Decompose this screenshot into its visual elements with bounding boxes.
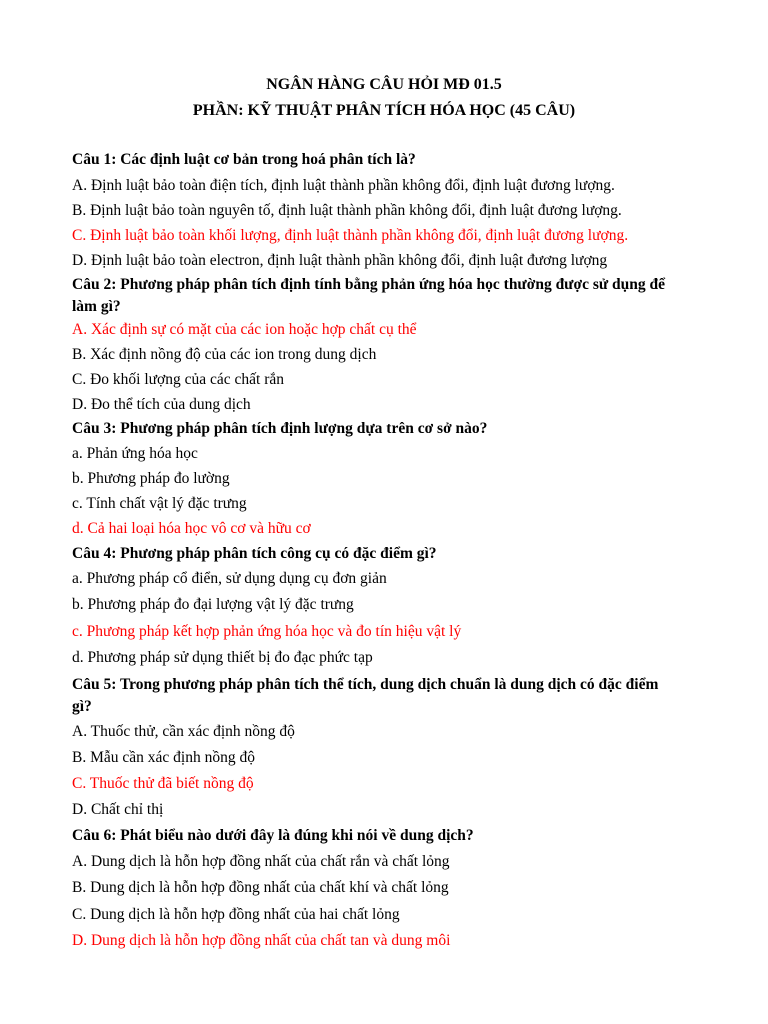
q5-option-c-correct: C. Thuốc thử đã biết nồng độ	[72, 775, 254, 792]
question-3: Câu 3: Phương pháp phân tích định lượng dựa trên cơ sở nào?	[72, 420, 488, 437]
q6-option-b: B. Dung dịch là hỗn hợp đồng nhất của chất khí và chất lỏng	[72, 879, 449, 896]
q1-option-b: B. Định luật bảo toàn nguyên tố, định luật thành phần không đổi, định luật đương lượng.	[72, 202, 622, 219]
q3-option-c: c. Tính chất vật lý đặc trưng	[72, 495, 247, 512]
document-title: NGÂN HÀNG CÂU HỎI MĐ 01.5	[266, 76, 502, 93]
question-1: Câu 1: Các định luật cơ bản trong hoá phân tích là?	[72, 151, 416, 168]
q2-option-d: D. Đo thể tích của dung dịch	[72, 396, 251, 413]
q4-option-d: d. Phương pháp sử dụng thiết bị đo đạc phức tạp	[72, 649, 373, 666]
q5-option-d: D. Chất chỉ thị	[72, 801, 164, 818]
q6-option-a: A. Dung dịch là hỗn hợp đồng nhất của chất rắn và chất lỏng	[72, 853, 450, 870]
question-5-cont: gì?	[72, 698, 92, 715]
q4-option-a: a. Phương pháp cổ điển, sử dụng dụng cụ đơn giản	[72, 570, 387, 587]
q1-option-c-correct: C. Định luật bảo toàn khối lượng, định luật thành phần không đổi, định luật đương lượng.	[72, 227, 629, 244]
q3-option-a: a. Phản ứng hóa học	[72, 445, 198, 462]
q2-option-a-correct: A. Xác định sự có mặt của các ion hoặc hợp chất cụ thể	[72, 321, 417, 338]
question-6: Câu 6: Phát biểu nào dưới đây là đúng khi nói về dung dịch?	[72, 827, 474, 844]
q5-option-b: B. Mẫu cần xác định nồng độ	[72, 749, 255, 766]
q3-option-b: b. Phương pháp đo lường	[72, 470, 230, 487]
q4-option-c-correct: c. Phương pháp kết hợp phản ứng hóa học và đo tín hiệu vật lý	[72, 623, 462, 640]
question-4: Câu 4: Phương pháp phân tích công cụ có đặc điểm gì?	[72, 545, 437, 562]
q5-option-a: A. Thuốc thử, cần xác định nồng độ	[72, 723, 295, 740]
q2-option-b: B. Xác định nồng độ của các ion trong dung dịch	[72, 346, 377, 363]
question-5: Câu 5: Trong phương pháp phân tích thể tích, dung dịch chuẩn là dung dịch có đặc điểm	[72, 676, 659, 693]
q4-option-b: b. Phương pháp đo đại lượng vật lý đặc trưng	[72, 596, 354, 613]
q3-option-d-correct: d. Cả hai loại hóa học vô cơ và hữu cơ	[72, 520, 311, 537]
q1-option-d: D. Định luật bảo toàn electron, định luật thành phần không đổi, định luật đương lượng	[72, 252, 608, 269]
q2-option-c: C. Đo khối lượng của các chất rắn	[72, 371, 284, 388]
q6-option-d-correct: D. Dung dịch là hỗn hợp đồng nhất của chất tan và dung môi	[72, 932, 451, 949]
question-2-cont: làm gì?	[72, 298, 121, 315]
document-subtitle: PHẦN: KỸ THUẬT PHÂN TÍCH HÓA HỌC (45 CÂU)	[192, 102, 576, 119]
q1-option-a: A. Định luật bảo toàn điện tích, định luật thành phần không đổi, định luật đương lượng.	[72, 177, 615, 194]
question-2: Câu 2: Phương pháp phân tích định tính bằng phản ứng hóa học thường được sử dụng để	[72, 276, 666, 293]
q6-option-c: C. Dung dịch là hỗn hợp đồng nhất của hai chất lỏng	[72, 906, 400, 923]
